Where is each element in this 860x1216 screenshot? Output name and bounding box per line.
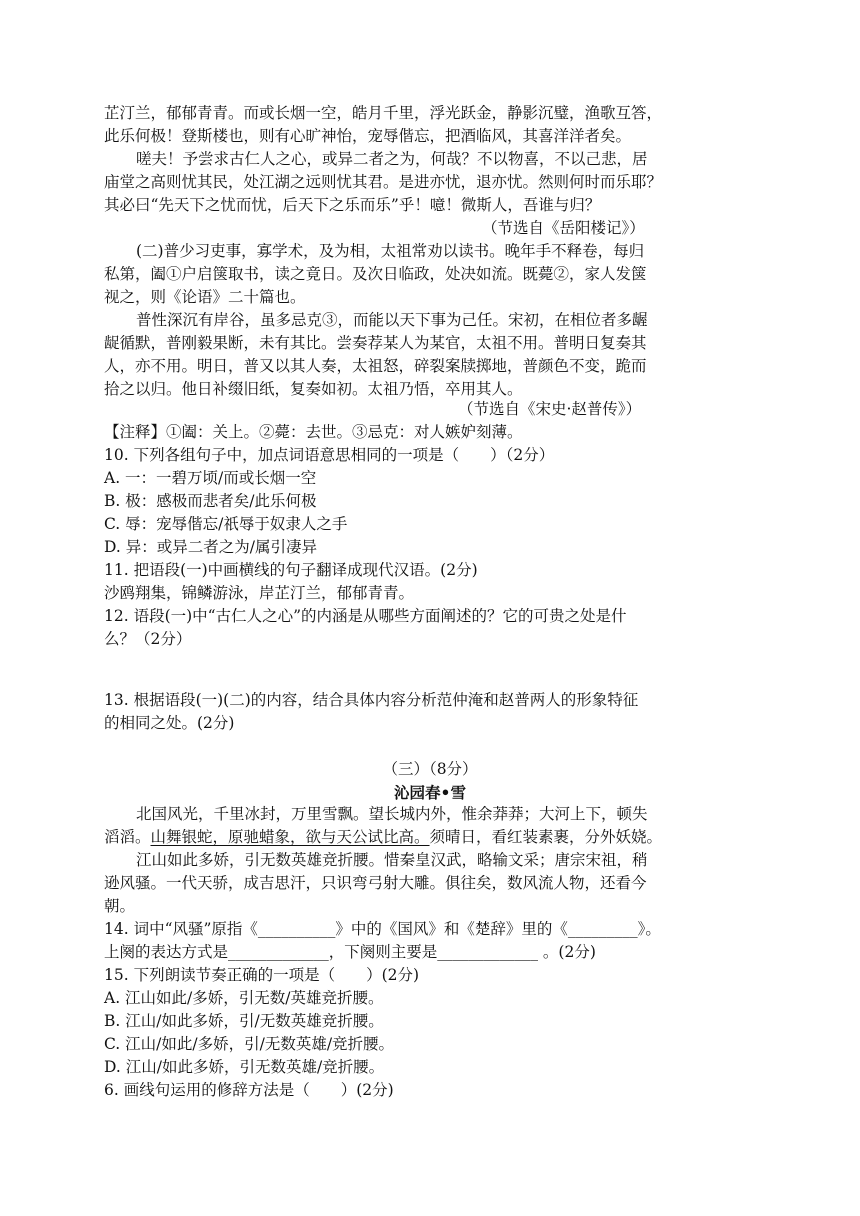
question-15: 15. 下列朗读节奏正确的一项是（ ）(2分) [104,966,420,984]
poem-line: 朝。 [104,897,136,915]
question-16: 6. 画线句运用的修辞方法是（ ）(2分) [104,1081,394,1099]
passage-2-line: 龊循默，普刚毅果断，未有其比。尝奏荐某人为某官，太祖不用。普明日复奏其 [104,334,647,352]
underlined-sentence: 山舞银蛇，原驰蜡象，欲与天公试比高。 [150,828,430,846]
poem-text: 须晴日，看红装素裹，分外妖娆。 [429,828,663,846]
passage-1-line: 此乐何极！登斯楼也，则有心旷神怡，宠辱偕忘，把酒临风，其喜洋洋者矣。 [104,127,632,145]
question-12: 12. 语段(一)中“古仁人之心”的内涵是从哪些方面阐述的？它的可贵之处是什 [104,607,627,625]
question-14: 14. 词中“风骚”原指《__________》中的《国风》和《楚辞》里的《_________》。 [104,920,661,938]
passage-2-line: 人，亦不用。明日，普又以其人奏，太祖怒，碎裂案牍掷地，普颜色不变，跪而 [104,357,647,375]
passage-2-line: 私第，阖①户启箧取书，读之竟日。及次日临政，处决如流。既薨②，家人发箧 [104,265,647,283]
question-10-option-d: D. 异：或异二者之为/属引凄异 [104,538,317,556]
question-10: 10. 下列各组句子中，加点词语意思相同的一项是（ ）（2分） [104,446,555,464]
annotation-notes: 【注释】①阖：关上。②薨：去世。③忌克：对人嫉妒刻薄。 [104,423,523,441]
passage-2-line: 视之，则《论语》二十篇也。 [104,288,306,306]
question-15-option-a: A. 江山如此/多娇，引无数/英雄竞折腰。 [104,989,384,1007]
passage-1-source: （节选自《岳阳楼记》） [482,219,645,237]
passage-2-line: 普性深沉有岸谷，虽多忌克③，而能以天下事为己任。宋初，在相位者多龌 [136,311,648,329]
question-15-option-d: D. 江山/如此多娇，引无数英雄/竞折腰。 [104,1058,385,1076]
question-13: 的相同之处。(2分) [104,714,235,732]
question-15-option-c: C. 江山/如此/多娇，引/无数英雄/竞折腰。 [104,1035,395,1053]
passage-1-line: 其必曰“先天下之忧而忧，后天下之乐而乐”乎！噫！微斯人，吾谁与归？ [104,196,601,214]
poem-text: 滔滔。 [104,828,151,846]
question-13: 13. 根据语段(一)(二)的内容，结合具体内容分析范仲淹和赵普两人的形象特征 [104,691,639,709]
poem-line: 北国风光，千里冰封，万里雪飘。望长城内外，惟余莽莽；大河上下，顿失 [136,805,648,823]
passage-2-line: 拾之以归。他日补缀旧纸，复奏如初。太祖乃悟，卒用其人。 [104,380,523,398]
passage-1-line: 庙堂之高则忧其民，处江湖之远则忧其君。是进亦忧，退亦忧。然则何时而乐耶？ [104,173,663,191]
poem-line: 江山如此多娇，引无数英雄竞折腰。惜秦皇汉武，略输文采；唐宗宋祖，稍 [136,851,648,869]
passage-1-line: 嗟夫！予尝求古仁人之心，或异二者之为，何哉？不以物喜，不以己悲，居 [136,150,648,168]
poem-line [104,826,662,849]
question-10-option-a: A. 一：一碧万顷/而或长烟一空 [104,469,317,487]
question-10-option-c: C. 辱：宠辱偕忘/祇辱于奴隶人之手 [104,515,348,533]
question-14: 上阕的表达方式是_____________，下阕则主要是_____________ 。(2分) [104,943,596,961]
question-15-option-b: B. 江山/如此多娇，引/无数英雄竞折腰。 [104,1012,384,1030]
question-11: 11. 把语段(一)中画横线的句子翻译成现代汉语。(2分) [104,561,478,579]
poem-title: 沁园春•雪 [394,783,466,802]
passage-1-line: 芷汀兰，郁郁青青。而或长烟一空，皓月千里，浮光跃金，静影沉璧，渔歌互答， [104,104,663,122]
question-11-sentence: 沙鸥翔集，锦鳞游泳，岸芷汀兰，郁郁青青。 [104,584,415,602]
section-3-heading: （三）（8分） [382,760,478,778]
question-10-option-b: B. 极：感极而悲者矣/此乐何极 [104,492,317,510]
question-12: 么？（2分） [104,630,192,648]
poem-line: 逊风骚。一代天骄，成吉思汗，只识弯弓射大雕。俱往矣，数风流人物，还看今 [104,874,647,892]
passage-2-line: (二)普少习吏事，寡学术，及为相，太祖常劝以读书。晚年手不释卷，每归 [136,242,645,260]
passage-2-source: （节选自《宋史·赵普传》） [458,400,642,418]
